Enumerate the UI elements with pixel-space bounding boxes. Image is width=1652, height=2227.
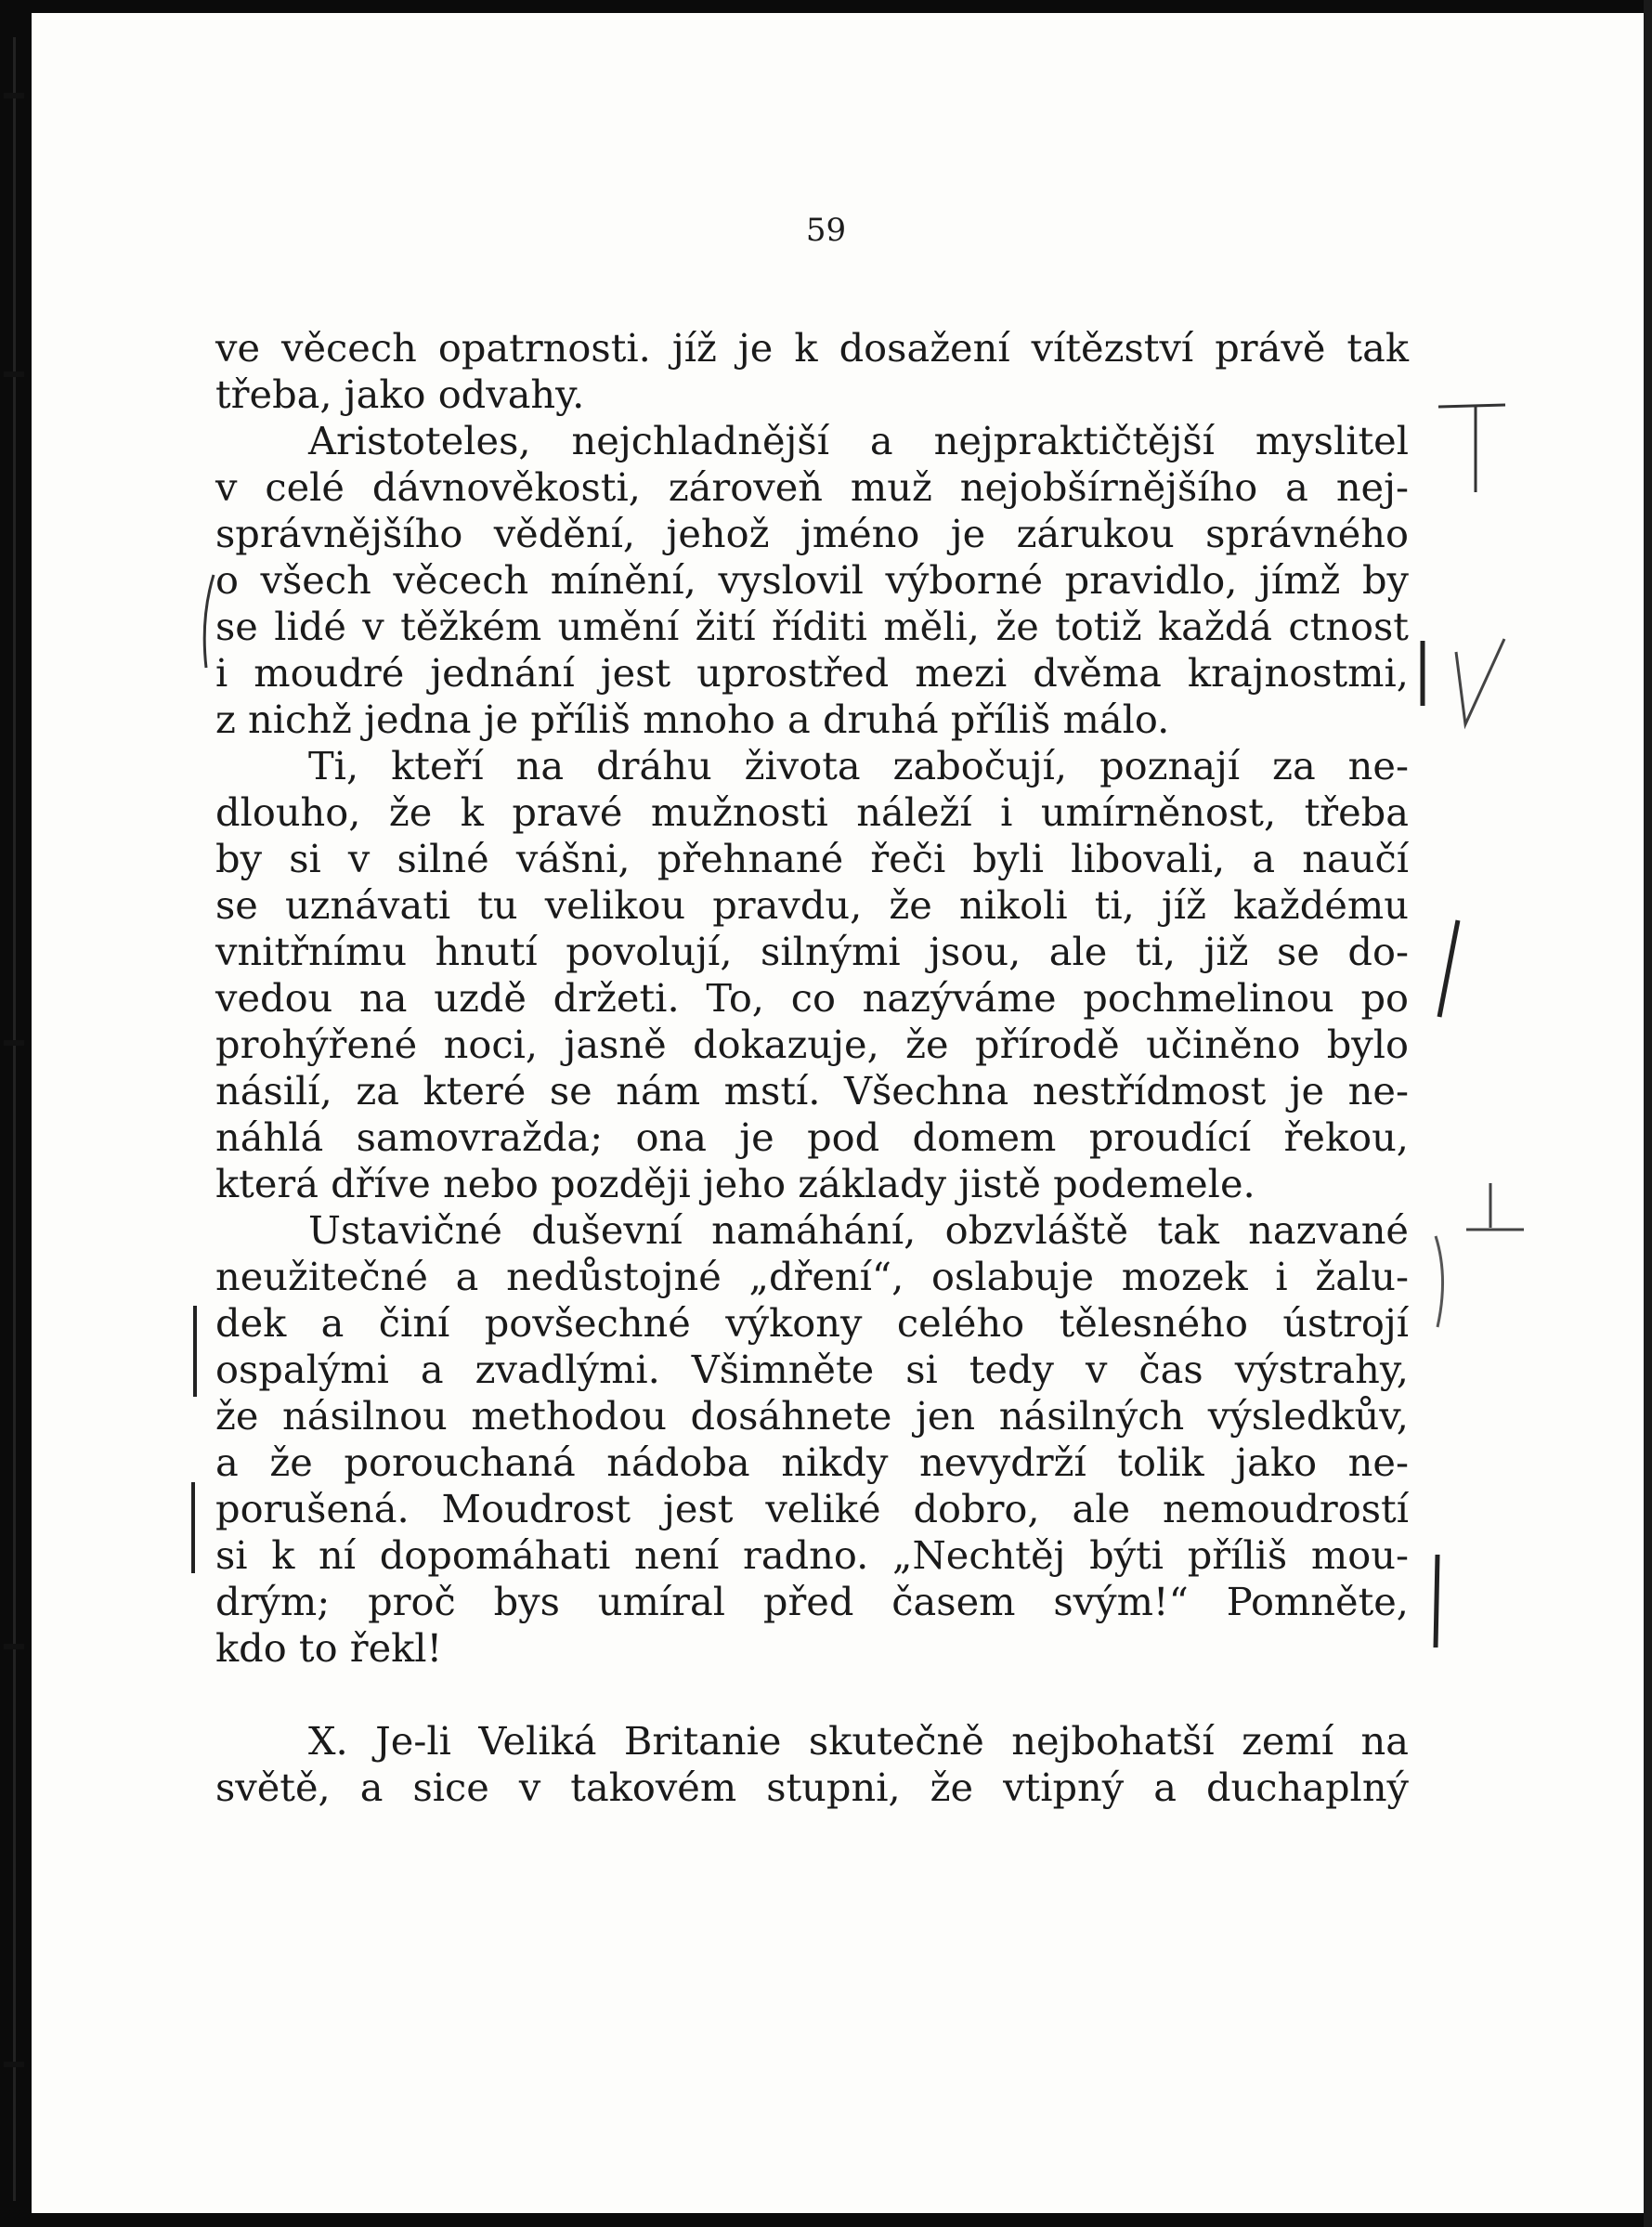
page-number: 59 bbox=[805, 212, 847, 249]
text-line: a že porouchaná nádoba nikdy nevydrží tolik jako ne- bbox=[215, 1439, 1409, 1485]
text-line: X. Je-li Veliká Britanie skutečně nejbohatší zemí na bbox=[308, 1718, 1409, 1764]
binding-gutter-tick bbox=[4, 1040, 24, 1046]
text-line: o všech věcech mínění, vyslovil výborné pravidlo, jímž by bbox=[215, 557, 1409, 603]
text-line: správnějšího vědění, jehož jméno je zárukou správného bbox=[215, 511, 1409, 556]
pencil-mark-left-bar-icon bbox=[184, 1477, 202, 1579]
text-line: která dříve nebo později jeho základy jistě podemele. bbox=[215, 1161, 1255, 1206]
section-gap bbox=[215, 1672, 1409, 1718]
binding-gutter-tick bbox=[4, 371, 24, 377]
pencil-mark-t-icon bbox=[1435, 399, 1509, 501]
pencil-mark-v-icon bbox=[1411, 632, 1514, 734]
text-line: si k ní dopomáhati není radno. „Nechtěj býti příliš mou- bbox=[215, 1532, 1409, 1578]
scan-border-top bbox=[0, 0, 1652, 13]
text-line: Aristoteles, nejchladnější a nejpraktičtější myslitel bbox=[308, 418, 1409, 463]
text-line: porušená. Moudrost jest veliké dobro, ale nemoudrostí bbox=[215, 1486, 1409, 1531]
text-line: Ustavičné duševní namáhání, obzvláště tak nazvané bbox=[308, 1207, 1409, 1253]
text-line: vnitřnímu hnutí povolují, silnými jsou, ale ti, již se do- bbox=[215, 929, 1409, 974]
text-line: dek a činí povšechné výkony celého tělesného ústrojí bbox=[215, 1300, 1409, 1346]
text-line: třeba, jako odvahy. bbox=[215, 371, 585, 417]
scan-border-left bbox=[0, 0, 32, 2227]
pencil-mark-slash-icon bbox=[1430, 915, 1467, 1026]
text-line: v celé dávnověkosti, zároveň muž nejobšírnějšího a nej- bbox=[215, 464, 1409, 510]
text-line: ve věcech opatrnosti. jíž je k dosažení vítězství právě tak bbox=[215, 325, 1409, 371]
text-line: že násilnou methodou dosáhnete jen násilných výsledkův, bbox=[215, 1393, 1409, 1439]
text-line: prohýřené noci, jasně dokazuje, že přírodě učiněno bylo bbox=[215, 1022, 1409, 1067]
scan-border-right bbox=[1644, 0, 1652, 2227]
text-line: vedou na uzdě držeti. To, co nazýváme pochmelinou po bbox=[215, 975, 1409, 1021]
text-line: násilí, za které se nám mstí. Všechna nestřídmost je ne- bbox=[215, 1068, 1409, 1114]
text-line: z nichž jedna je příliš mnoho a druhá příliš málo. bbox=[215, 697, 1170, 742]
text-line: Ti, kteří na dráhu života zabočují, poznají za ne- bbox=[308, 743, 1409, 788]
text-line: ospalými a zvadlými. Všimněte si tedy v čas výstrahy, bbox=[215, 1347, 1409, 1392]
text-line: světě, a sice v takovém stupni, že vtipný a duchaplný bbox=[215, 1765, 1409, 1810]
text-line: i moudré jednání jest uprostřed mezi dvěma krajnostmi, bbox=[215, 650, 1409, 696]
text-line: kdo to řekl! bbox=[215, 1625, 443, 1671]
text-line: dlouho, že k pravé mužnosti náleží i umírněnost, třeba bbox=[215, 789, 1409, 835]
binding-gutter-tick bbox=[4, 1644, 24, 1649]
text-line: neužitečné a nedůstojné „dření“, oslabuje mozek i žalu- bbox=[215, 1254, 1409, 1299]
pencil-mark-bar-icon bbox=[1428, 1551, 1447, 1653]
binding-gutter-line bbox=[13, 37, 16, 2201]
binding-gutter-tick bbox=[4, 93, 24, 98]
pencil-mark-bracket-icon bbox=[1430, 1231, 1458, 1333]
text-line: náhlá samovražda; ona je pod domem proudící řekou, bbox=[215, 1114, 1409, 1160]
text-line: by si v silné vášni, přehnané řeči byli libovali, a naučí bbox=[215, 836, 1409, 881]
binding-gutter-tick bbox=[4, 2062, 24, 2067]
text-line: se uznávati tu velikou pravdu, že nikoli ti, jíž každému bbox=[215, 882, 1409, 928]
text-line: se lidé v těžkém umění žití říditi měli, že totiž každá ctnost bbox=[215, 604, 1409, 649]
pencil-mark-inverted-t-icon bbox=[1463, 1179, 1528, 1244]
text-line: drým; proč bys umíral před časem svým!“ Pomněte, bbox=[215, 1579, 1409, 1624]
body-text bbox=[215, 325, 1409, 1811]
scan-border-bottom bbox=[0, 2213, 1652, 2227]
pencil-mark-left-bar-icon bbox=[186, 1300, 204, 1402]
